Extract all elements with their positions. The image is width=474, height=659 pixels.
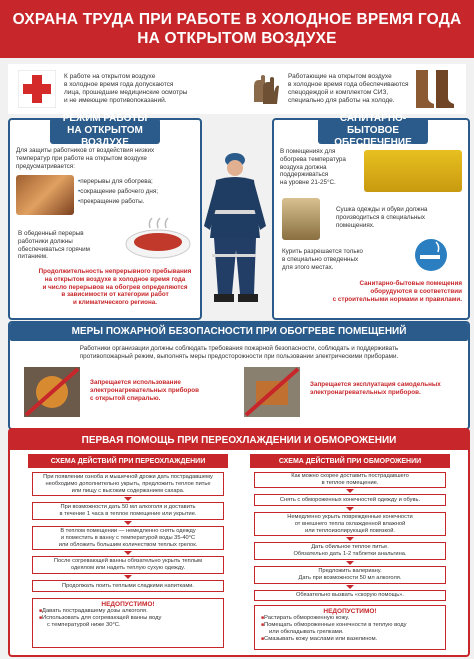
first-aid-header: ПЕРВАЯ ПОМОЩЬ ПРИ ПЕРЕОХЛАЖДЕНИИ И ОБМОРОЖЕНИИ [10,430,468,450]
worker-figure-icon [198,150,272,306]
frostbite-forbidden-item: ■ Смазывать кожу маслами или вазелином. [255,636,445,643]
heat-room-text: В помещениях для обогрева температура воздуха должна поддерживаться на уровне 21-25°С. [280,148,346,187]
hypothermia-forbidden-item-cont: с температурой ниже 30°С. [47,622,121,628]
arrow-icon [346,507,354,511]
first-aid-section [8,428,470,657]
work-mode-header: РЕЖИМ РАБОТЫ НА ОТКРЫТОМ ВОЗДУХЕ [50,118,160,144]
lunch-text: В обеденный перерыв работники должны обеспечиваться горячим питанием. [18,230,90,261]
arrow-icon [124,551,132,555]
smoking-text: Курить разрешается только в специально отведенных для этого местах. [282,248,363,271]
hot-soup-icon [122,216,194,262]
mode-bullet-1: • перерывы для обогрева; [78,178,153,186]
page-title-line-2: НА ОТКРЫТОМ ВОЗДУХЕ [137,30,337,47]
sanitary-section [272,113,470,320]
intro-right-text: Работающие на открытом воздухе в холодное время года обеспечиваются спецодеждой и комплектом СИЗ, специально для работы на холоде. [288,73,409,104]
bonfire-photo [16,175,74,215]
medical-cross-icon [18,70,56,108]
smoking-area-icon [414,238,448,272]
arrow-icon [124,521,132,525]
mode-bullet-3: • прекращение работы. [78,198,144,206]
work-mode-warning: Продолжительность непрерывного пребывания на открытом воздухе в холодное время года и число перерывов на обогрев определяются в зависимости от категории работ и климатического региона. [38,268,192,307]
gloves-icon [248,72,282,106]
page-title-line-1: ОХРАНА ТРУДА ПРИ РАБОТЕ В ХОЛОДНОЕ ВРЕМЯ ГОДА [12,11,462,28]
spiral-heater-banned-icon [24,367,80,417]
mode-bullet-2: • сокращение рабочего дня; [78,188,158,196]
frostbite-step-4: Дать обильное теплое питье. Обязательно дать 1-2 таблетки анальгина. [254,542,446,560]
drying-cabinet-photo [282,198,320,240]
arrow-icon [346,489,354,493]
drying-text: Сушка одежды и обуви должна производиться в специальных помещениях. [336,206,428,229]
fire-safety-text: Работники организации должны соблюдать требования пожарной безопасности, соблюдать и поддерживать противопожарный режим, выполнять меры предосторожности при пользовании электрическими приборами. [79,345,399,360]
frostbite-step-1: Как можно скорее доставить пострадавшего в теплое помещение. [254,472,446,488]
arrow-icon [346,561,354,565]
hypothermia-forbidden-item: ■ Использовать для согревающей ванны воду [33,615,223,622]
hypothermia-step-3: В теплом помещении — немедленно снять одежду и поместить в ванну с температурой воды 35-40°С или обложить большим количеством теплых грелок. [32,526,224,550]
frostbite-forbidden-box [254,605,446,650]
arrow-icon [346,537,354,541]
frostbite-forbidden-item: ■ Помещать обмороженные конечности в теплую воду [255,622,445,629]
hypothermia-step-2: При возможности дать 50 мл алкоголя и доставить в течение 1 часа в теплое помещение или укрытие. [32,502,224,520]
intro-panel [8,64,466,114]
sanitary-header: САНИТАРНО-БЫТОВОЕ ОБЕСПЕЧЕНИЕ [318,118,428,144]
sanitary-note: Санитарно-бытовые помещения оборудуются в соответствии с строительными нормами и правилами. [332,280,462,303]
trailer-photo [364,150,462,192]
felt-boots-icon [412,68,458,110]
hypothermia-step-4: После согревающей ванны обязательно укрыть теплым одеялом или надеть теплую сухую одежду. [32,556,224,574]
frostbite-step-3: Немедленно укрыть поврежденные конечности от внешнего тепла охлажденной влажной или теплоизолирующей повязкой. [254,512,446,536]
homemade-heater-banned-icon [244,367,300,417]
hypothermia-step-5: Продолжать поить теплыми сладкими напитками. [32,580,224,592]
fire-safety-section [8,321,470,430]
fire-safety-header: МЕРЫ ПОЖАРНОЙ БЕЗОПАСНОСТИ ПРИ ОБОГРЕВЕ ПОМЕЩЕНИЙ [10,323,468,341]
intro-left-text: К работе на открытом воздухе в холодное время года допускаются лица, прошедшие медицинские осмотры и не имеющие противопоказаний. [64,73,188,104]
frostbite-forbidden-title: НЕДОПУСТИМО! [323,608,377,615]
arrow-icon [124,497,132,501]
frostbite-forbidden-item: ■ Растирать обмороженную кожу. [255,615,445,622]
hypothermia-forbidden-title: НЕДОПУСТИМО! [101,601,155,608]
ban-spiral-text: Запрещается использование электронагревательных приборов с открытой спиралью. [90,379,199,402]
frostbite-step-6: Обязательно вызвать «скорую помощь». [254,590,446,601]
frostbite-step-2: Снять с обмороженных конечностей одежду и обувь. [254,494,446,506]
frostbite-header: СХЕМА ДЕЙСТВИЙ ПРИ ОБМОРОЖЕНИИ [250,454,450,468]
hypothermia-forbidden-box [32,598,224,648]
hypothermia-header: СХЕМА ДЕЙСТВИЙ ПРИ ПЕРЕОХЛАЖДЕНИИ [28,454,228,468]
arrow-icon [124,575,132,579]
title-bar [0,0,474,58]
work-mode-lead: Для защиты работников от воздействия низких температур при работе на открытом воздухе предусматривается: [16,147,155,170]
ban-homemade-text: Запрещается эксплуатация самодельных электронагревательных приборов. [310,381,441,396]
work-mode-section [8,113,202,320]
hypothermia-forbidden-item: ■ Давать пострадавшему дозы алкоголя. [33,608,223,615]
arrow-icon [346,585,354,589]
frostbite-step-5: Предложить валериану. Дать при возможности 50 мл алкоголя. [254,566,446,584]
hypothermia-step-1: При появлении озноба и мышечной дрожи дать пострадавшему необходимо дополнительно укрыть, предложить теплое питье или пищу с высоким содержанием сахара. [32,472,224,496]
frostbite-forbidden-item-cont: или обкладывать грелками. [269,629,344,635]
